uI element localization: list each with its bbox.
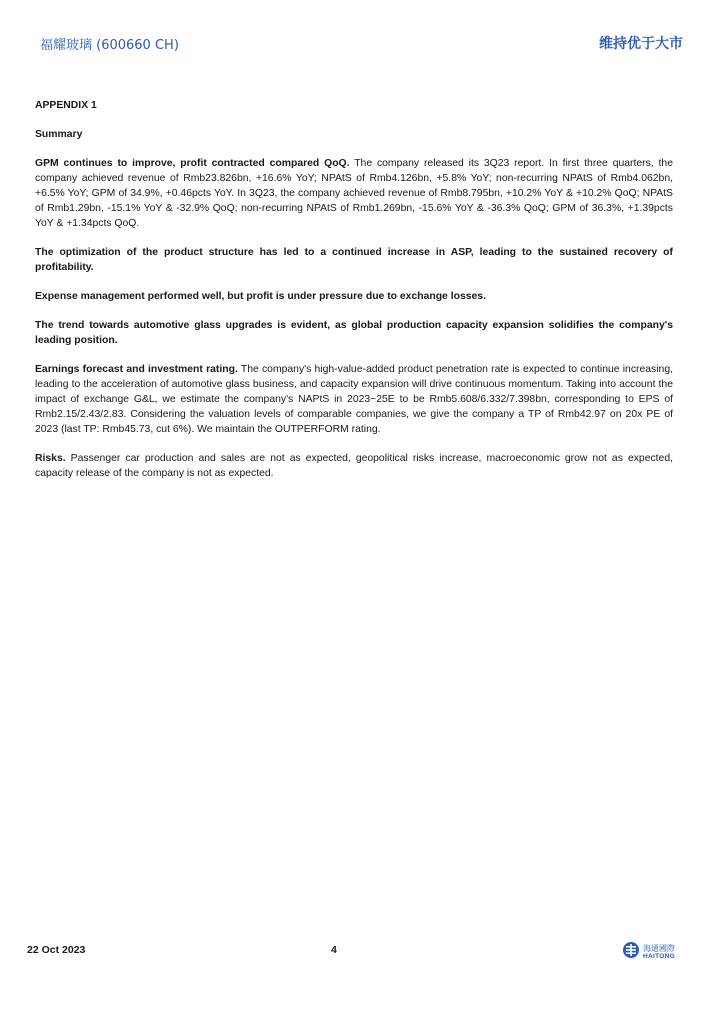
paragraph-gpm-text: The company released its 3Q23 report. In first three quarters, the company achieved revenue of Rmb23.826bn, +16.6% YoY; NPAtS of Rmb4.126bn, +5.8% YoY; non-recurring NPAtS of Rmb4.062bn, +6.5% YoY; GPM of 34.9%, +0.46pcts YoY. In 3Q23, the company achieved revenue of Rmb8.795bn, +10.2% YoY & +10.2% QoQ; NPAtS of Rmb1.29bn, -15.1% YoY & -32.9% QoQ; non-recurring NPAtS of Rmb1.269bn, -15.6% YoY & -36.3% QoQ; GPM of 36.3%, +1.39pcts YoY & +1.34pcts QoQ. <box>35 158 673 229</box>
paragraph-earnings-lead: Earnings forecast and investment rating. <box>35 364 238 375</box>
haitong-logo <box>622 941 675 964</box>
summary-title: Summary <box>35 129 83 140</box>
page-number: 4 <box>331 944 337 956</box>
paragraph-product-structure: The optimization of the product structure has led to a continued increase in ASP, leading to the sustained recovery of profitability. <box>35 247 673 273</box>
paragraph-expense: Expense management performed well, but profit is under pressure due to exchange losses. <box>35 291 486 302</box>
haitong-logo-icon <box>622 941 640 964</box>
footer-date: 22 Oct 2023 <box>27 944 86 956</box>
paragraph-earnings-forecast <box>35 362 673 437</box>
paragraph-risks-text: Passenger car production and sales are not as expected, geopolitical risks increase, macroeconomic grow not as expected, capacity release of the company is not as expected. <box>35 453 673 479</box>
header-rating: 维持优于大市 <box>599 36 683 52</box>
paragraph-risks-lead: Risks. <box>35 453 66 464</box>
paragraph-gpm-lead: GPM continues to improve, profit contracted compared QoQ. <box>35 158 350 169</box>
appendix-title: APPENDIX 1 <box>35 100 97 111</box>
logo-english-text: HAITONG <box>643 952 675 960</box>
paragraph-gpm <box>35 156 673 231</box>
paragraph-risks <box>35 451 673 481</box>
paragraph-automotive-trend: The trend towards automotive glass upgrades is evident, as global production capacity expansion solidifies the company's leading position. <box>35 320 673 346</box>
paragraph-earnings-text: The company's high-value-added product penetration rate is expected to continue increasing, leading to the acceleration of automotive glass business, and capacity expansion will drive continuous momentum. Taking into account the impact of exchange G&L, we estimate the company's NAPtS in 2023~25E to be Rmb5.608/6.332/7.398bn, corresponding to EPS of Rmb2.15/2.43/2.83. Considering the valuation levels of comparable companies, we give the company a TP of Rmb42.97 on 20x PE of 2023 (last TP: Rmb45.73, cut 6%). We maintain the OUTPERFORM rating. <box>35 364 673 435</box>
logo-chinese-text: 海通國際 <box>643 943 675 953</box>
header-stock-name: 福耀玻璃 (600660 CH) <box>40 38 179 53</box>
report-body <box>35 98 673 495</box>
